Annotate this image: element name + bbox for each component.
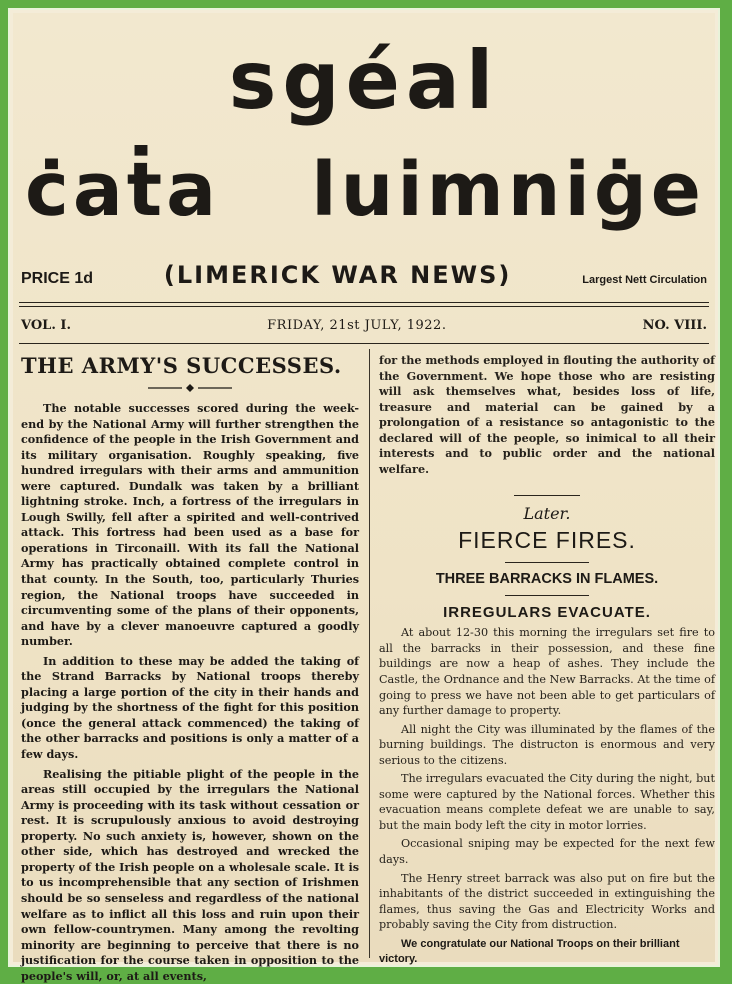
page-frame: [8, 8, 720, 983]
masthead-title-word: ċaṫa: [25, 147, 221, 233]
left-column: [21, 349, 359, 984]
article-paragraph: Occasional sniping may be expected for the next few days.: [379, 837, 715, 867]
price-label: PRICE 1d: [21, 270, 94, 287]
issue-date: FRIDAY, 21st JULY, 1922.: [267, 318, 447, 333]
article-paragraph: All night the City was illuminated by the flames of the burning buildings. The distructon is enormous and very serious to the citizens.: [379, 722, 715, 767]
article-headline: THE ARMY'S SUCCESSES.: [21, 353, 342, 378]
volume-label: VOL. I.: [21, 318, 71, 333]
later-subheadline: IRREGULARS EVACUATE.: [443, 604, 651, 622]
dateline: [21, 318, 707, 333]
article-paragraph: Realising the pitiable plight of the people in the areas still occupied by the irregulars the National Army is proceeding with its task without cessation or rest. It is scrupulously anxious to avoid destroying property. No such anxiety is, however, shown on the other side, which has destroyed and wrecked the property of the Irish people on a wholesale scale. It is to us incomprehensible that any section of Irishmen should be so senseless and regardless of the national welfare as to inflict all this loss and ruin upon their own fellow-countrymen. Many among the revolting minority are beginning to perceive that there is no justification for the course taken in opposition to the people's will, or, at all events,: [21, 766, 359, 983]
article-paragraph: The irregulars evacuated the City during the night, but some were captured by the National forces. Whether this evacuation means complete defeat we are unable to say, but the main body left the city in motor lorries.: [379, 772, 715, 832]
article-continuation: for the methods employed in flouting the authority of the Government. We hope those who are resisting will ask themselves what, besides loss of life, treasure and material can be gained by a prolongation of a resistance so antagonistic to the declared will of the people, so inimical to all their interests and to public order and the national welfare.: [379, 353, 715, 476]
article-paragraph: The notable successes scored during the week-end by the National Army will further strengthen the confidence of the people in the Irish Government and its military organisation. Roughly speaking, five hundred irregulars with their arms and ammunition were captured. Dundalk was taken by a brilliant lightning stroke. Inch, a fortress of the irregulars in Lough Swilly, fell after a spirited and well-contrived attack. This fortress had been used as a base for operations in Tirconaill. With its fall the National Army has practically obtained complete control in that county. In the South, too, particularly Thuries region, the National troops have succeeded in circumventing some of the plans of their opponents, and have by a clever manoeuvre captured a goodly number.: [21, 401, 359, 649]
divider: [514, 495, 580, 496]
column-divider: [369, 349, 370, 958]
divider: [505, 562, 589, 563]
divider: [19, 302, 709, 303]
right-column: [379, 353, 715, 967]
masthead-title-line1: sgéal: [228, 34, 500, 127]
masthead-info-row: [21, 261, 707, 289]
closing-note: We congratulate our National Troops on their brilliant victory.: [379, 937, 680, 965]
ornament-divider: [21, 384, 359, 395]
circulation-label: Largest Nett Circulation: [582, 274, 707, 286]
masthead-title-word: luimniġe: [311, 147, 705, 233]
article-paragraph: The Henry street barrack was also put on fire but the inhabitants of the district succeeded in extinguishing the flames, thus saving the Gas and Electricity Works and probably saving the City from distruction.: [379, 871, 715, 932]
newspaper-page: [13, 13, 715, 983]
later-kicker: Later.: [523, 504, 571, 524]
issue-number: NO. VIII.: [642, 318, 707, 333]
article-paragraph: At about 12-30 this morning the irregulars set fire to all the barracks in their possession, and these fine buildings are now a heap of ashes. They include the Castle, the Ordnance and the New Barracks. At the time of going to press we have not been able to get particulars of any further damage to property.: [379, 626, 715, 718]
later-headline: FIERCE FIRES.: [458, 527, 636, 554]
divider: [19, 306, 709, 307]
divider: [505, 595, 589, 596]
divider: [19, 343, 709, 344]
later-subheadline: THREE BARRACKS IN FLAMES.: [435, 571, 659, 588]
masthead-title-line2: [25, 147, 705, 233]
masthead-subtitle: (LIMERICK WAR NEWS): [163, 261, 512, 289]
article-paragraph: In addition to these may be added the taking of the Strand Barracks by National troops thereby placing a large portion of the city in their hands and judging by the shortness of the fight for this position (once the general attack commenced) the taking of the other barracks and positions is only a matter of a few days.: [21, 653, 359, 762]
